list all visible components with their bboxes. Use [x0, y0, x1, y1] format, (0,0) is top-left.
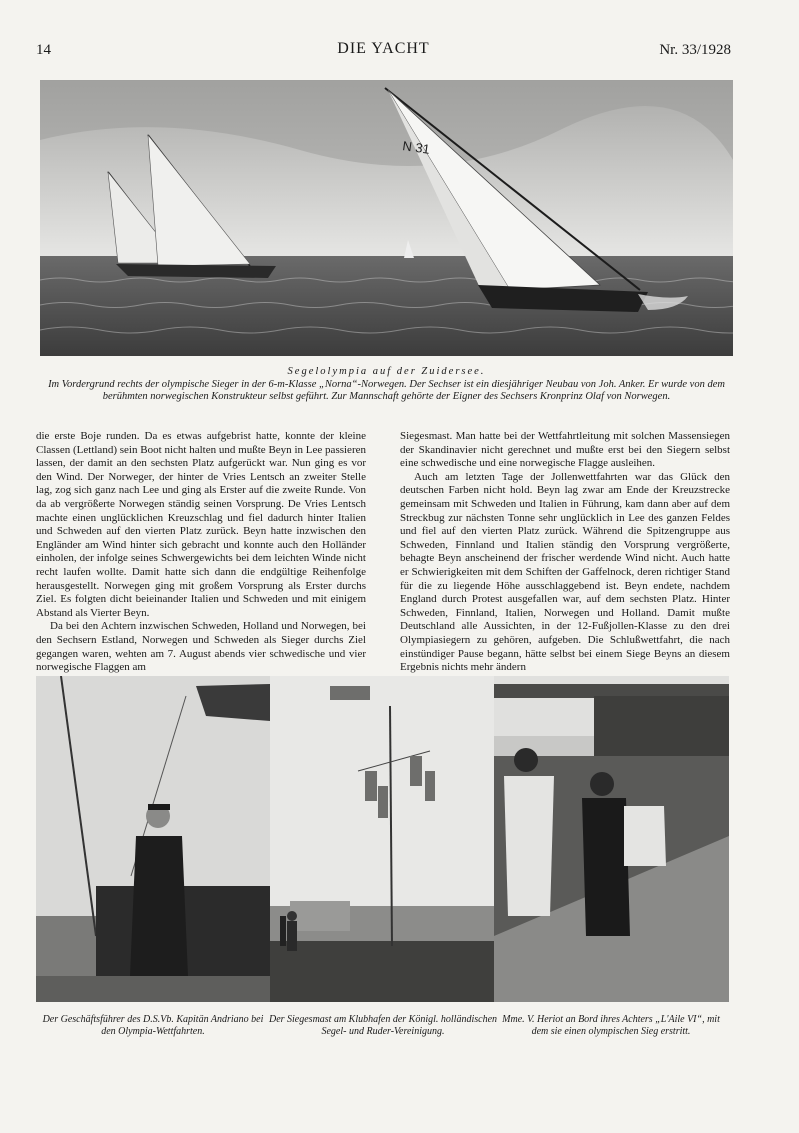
paragraph: Siegesmast. Man hatte bei der Wettfahrtleitung mit solchen Massensiegen der Skandinavier nicht gerechnet und mußte erst bei den Siegern selbst eine schwedische und eine norwegische Flagge ausleihen. — [400, 430, 730, 470]
photo-caption-siegesmast: Der Siegesmast am Klubhafen der Königl. holländischen Segel- und Ruder-Vereinigung. — [268, 1014, 498, 1037]
sail-number: N 31 — [401, 138, 431, 157]
page-number: 14 — [36, 42, 51, 58]
paragraph: Da bei den Achtern inzwischen Schweden, Holland und Norwegen, bei den Sechsern Estland, Norwegen und Schweden als Sieger durchs Ziel gegangen waren, wehten am 7. August abends vier schwedische und vier norwegische Flaggen am — [36, 620, 366, 674]
page-header — [36, 40, 731, 64]
magazine-title: DIE YACHT — [337, 40, 430, 57]
mme-heriot-photo — [494, 676, 729, 1002]
article-left-column — [36, 430, 366, 675]
captain-andriano-photo — [36, 676, 270, 1002]
caption-heading: Segelolympia auf der Zuidersee. — [287, 366, 486, 377]
article-right-column — [400, 430, 730, 675]
sailing-regatta-photo — [40, 80, 733, 356]
caption-body: Im Vordergrund rechts der olympische Sieger in der 6-m-Klasse „Norna“-Norwegen. Der Sechser ist ein diesjähriger Neubau von Joh. Anker. Er wurde von dem berühmten norwegischen Konstrukteur selbst geführt. Zur Mannschaft gehörte der Eigner des Sechsers Kronprinz Olaf von Norwegen. — [48, 378, 725, 402]
issue-number: Nr. 33/1928 — [659, 42, 731, 58]
paragraph: Auch am letzten Tage der Jollenwettfahrten war das Glück den deutschen Farben nicht hold. Beyn lag zwar am Ende der Kreuzstrecke gemeinsam mit Schweden und Italien in Führung, kam dann aber auf dem Streckbug zur nächsten Tonne sehr unglücklich in Lee des ganzen Feldes und fiel auf den vierten Platz zurück. Während die Spitzengruppe aus Schweden, Finnland und Italien ständig den Vorsprung vergrößerte, behagte Beyn anscheinend der frischer werdende Wind nicht. Auch hatte er Schwierigkeiten mit dem Schiften der Gaffelnock, deren richtiger Stand für die zu liegende Höhe ausschlaggebend ist. Beyn endete, nachdem England durch Protest ausgefallen war, auf dem sechsten Platz. Hinter Schweden, Finnland, Italien, Norwegen und Holland. Damit mußte Deutschland alle Aussichten, in der 12-Fußjollen-Klasse zu den drei Olympiasiegern zu gehören, aufgeben. Die Schlußwettfahrt, die nach einstündiger Pause begann, hätte selbst bei einem Siege Beyns an diesem Ergebnis nichts mehr ändern — [400, 470, 730, 674]
top-photo-caption — [40, 366, 733, 404]
victory-mast-photo — [270, 676, 494, 1002]
paragraph: die erste Boje runden. Da es etwas aufgebrist hatte, konnte der kleine Classen (Lettland) sein Boot nicht halten und mußte Beyn in Lee passieren lassen, der damit an den sechsten Platz aufgerückt war. Nun ging es vor den Wind. Der Norweger, der hinter de Vries Lentsch an zweiter Stelle lag, zog sich ganz nach Lee und ging als Erster auf die zweite Runde. Von da ab vergrößerte Norwegen ständig seinen Vorsprung. De Vries Lentsch machte einen unglücklichen Kreuzschlag und fiel dadurch hinter Italien und Schweden auf den vierten Platz zurück. Beyn hatte inzwischen den Engländer am Wind hinter sich gebracht und konnte auch den Holländer einholen, der infolge seines Schwergewichts bei dem leichten Winde nicht recht laufen wollte. Damit hatte sich dann die endgültige Reihenfolge herausgestellt. Norwegen ging mit großem Vorsprung als Erster durchs Ziel. Es folgten dicht beieinander Italien und Schweden und mit einigem Abstand als Vierter Beyn. — [36, 430, 366, 619]
photo-caption-andriano: Der Geschäftsführer des D.S.Vb. Kapitän Andriano bei den Olympia-Wettfahrten. — [42, 1014, 264, 1037]
photo-caption-heriot: Mme. V. Heriot an Bord ihres Achters „L'Aile VI“, mit dem sie einen olympischen Sieg erstritt. — [502, 1014, 720, 1037]
